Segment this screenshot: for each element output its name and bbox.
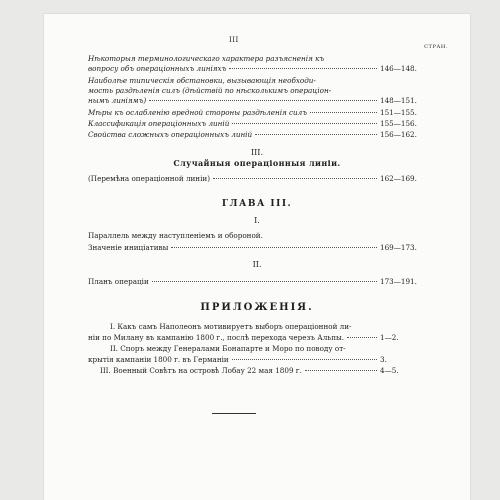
section-roman: II.	[252, 260, 262, 269]
toc-line: нымъ линіямъ) 148—151.	[88, 96, 417, 105]
toc-line: Параллель между наступленіемъ и обороной.	[88, 231, 263, 240]
pages-column-label: СТРАН.	[424, 44, 448, 50]
section-roman: III.	[250, 148, 264, 157]
toc-line: Нѣкоторыя терминологическаго характера разъясненія къ	[88, 54, 325, 63]
appendix-line: I. Какъ самъ Наполеонъ мотивируетъ выборъ операціонной ли-	[110, 322, 352, 331]
toc-line: (Перемѣна операціонной линіи) 162—169.	[88, 174, 417, 183]
toc-line: Мѣры къ ослабленію вредной стороны раздѣленія силъ 151—155.	[88, 108, 417, 117]
toc-line: вопросу объ операціонныхъ линіяхъ 146—148.	[88, 64, 417, 73]
appendix-line: ніи по Милану въ кампанію 1800 г., послѣ перехода черезъ Альпы. 1—2.	[88, 333, 399, 342]
appendix-line: крытія кампаніи 1800 г. въ Германіи 3.	[88, 355, 387, 364]
toc-line: Наиболѣе типическія обстановки, вызывающія необходи-	[88, 76, 316, 85]
chapter-title: ГЛАВА III.	[221, 199, 293, 209]
toc-line: Классификація операціонныхъ линій 155—156.	[88, 119, 417, 128]
book-page	[44, 14, 470, 500]
page-number: III	[229, 36, 239, 44]
toc-line: Свойства сложныхъ операціонныхъ линій 156—162.	[88, 130, 417, 139]
closing-rule	[212, 413, 256, 414]
appendix-title: ПРИЛОЖЕНІЯ.	[200, 302, 314, 313]
appendix-line: III. Военный Совѣтъ на островѣ Лобау 22 мая 1809 г. 4—5.	[100, 366, 399, 375]
appendix-line: II. Споръ между Генералами Бонапарте и Моро по поводу от-	[110, 344, 346, 353]
toc-line: Планъ операціи 173—191.	[88, 277, 417, 286]
section-title: Случайныя операціонныя линіи.	[173, 158, 341, 168]
toc-line: мость раздѣленія силъ (дѣйствій по нѣсколькимъ операціон-	[88, 86, 332, 95]
section-roman: I.	[254, 216, 260, 225]
toc-line: Значеніе иниціативы 169—173.	[88, 243, 417, 252]
